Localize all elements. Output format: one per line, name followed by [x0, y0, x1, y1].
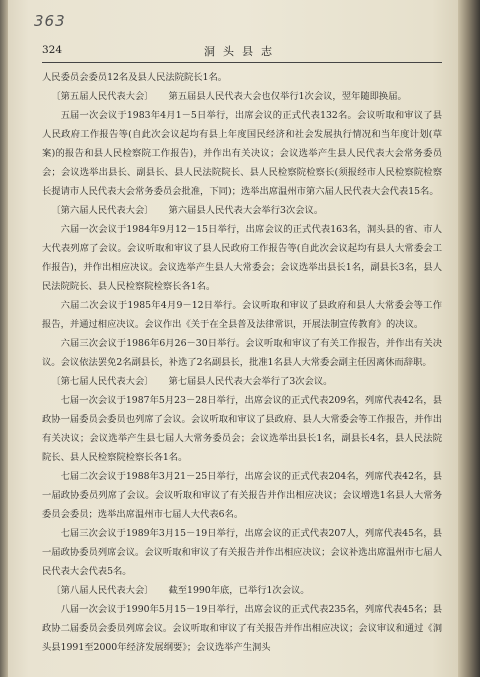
running-title: 洞头县志	[204, 45, 280, 58]
section-heading: 〔第五届人民代表大会〕	[51, 91, 154, 102]
paragraph-text: 第五届县人民代表大会也仅举行1次会议，翌年随即换届。	[168, 91, 407, 102]
paragraph-text: 人民委员会委员12名及县人民法院院长1名。	[42, 72, 228, 83]
paragraph-text: 八届一次会议于1990年5月15－19日举行，出席会议的正式代表235名，列席代表45名；县政协二届委员会委员列席会议。会议听取和审议了有关报告并作出相应决议；会议审议和通过《洞头县1991至2000年经济发展纲要》；会议选举产生洞头	[42, 604, 442, 653]
paragraph-text: 第六届县人民代表大会举行3次会议。	[168, 205, 324, 216]
paragraph-text: 六届二次会议于1985年4月9－12日举行。会议听取和审议了县政府和县人大常委会等工作报告，并通过相应决议。会议作出《关于在全县普及法律常识，开展法制宣传教育》的决议。	[42, 300, 442, 330]
section-paragraph	[42, 201, 442, 220]
section-heading: 〔第七届人民代表大会〕	[51, 376, 154, 387]
body-paragraph	[42, 220, 442, 296]
paragraph-text: 七届三次会议于1989年3月15－19日举行，出席会议的正式代表207人，列席代表45名，县一届政协委员列席会议。会议听取和审议了有关报告并作出相应决议；会议补选出席温州市七届人民代表大会代表5名。	[42, 528, 442, 577]
body-paragraph	[42, 334, 442, 372]
body-paragraph	[42, 296, 442, 334]
body-paragraph	[42, 600, 442, 657]
paragraph-text: 六届一次会议于1984年9月12－15日举行，出席会议的正式代表163名，洞头县的省、市人大代表列席了会议。会议听取和审议了县人民政府工作报告等(自此次会议起均有县人大常委会工作报告)，并作出相应决议。会议选举产生县人大常委会；会议选举出县长1名，副县长3名，县人民法院院长、县人民检察院检察长各1名。	[42, 224, 442, 292]
section-paragraph	[42, 87, 442, 106]
paragraph-text: 七届二次会议于1988年3月21－25日举行，出席会议的正式代表204名，列席代表42名，县一届政协委员列席了会议。会议听取和审议了有关报告并作出相应决议；会议增选1名县人大常务委员会委员；选举出席温州市七届人大代表6名。	[42, 471, 442, 520]
body-paragraph	[42, 524, 442, 581]
section-paragraph	[42, 372, 442, 391]
book-spine-shadow	[458, 0, 480, 677]
body-paragraph	[42, 467, 442, 524]
paragraph-text: 第七届县人民代表大会举行了3次会议。	[168, 376, 333, 387]
document-body	[42, 68, 442, 657]
page-number: 324	[42, 44, 63, 56]
section-heading: 〔第八届人民代表大会〕	[51, 585, 154, 596]
body-paragraph	[42, 68, 442, 87]
paragraph-text: 截至1990年底，已举行1次会议。	[168, 585, 310, 596]
body-paragraph	[42, 391, 442, 467]
paragraph-text: 五届一次会议于1983年4月1－5日举行，出席会议的正式代表132名。会议听取和审议了县人民政府工作报告等(自此次会议起均有县上年度国民经济和社会发展执行情况和当年度计划(草案)的报告和县人民检察院工作报告)，并作出有关决议；会议选举产生县人民代表大会常务委员会；会议选举出县长、副县长、县人民法院院长、县人民检察院检察长(须报经市人民检察院检察长提请市人民代表大会常务委员会批准，下同)；选举出席温州市第六届人民代表大会代表15名。	[42, 110, 442, 197]
section-heading: 〔第六届人民代表大会〕	[51, 205, 154, 216]
paragraph-text: 六届三次会议于1986年6月26－30日举行。会议听取和审议了有关工作报告，并作出有关决议。会议依法罢免2名副县长，补选了2名副县长，批准1名县人大常委会副主任因离休而辞职。	[42, 338, 442, 368]
page-edge-shadow-left	[0, 0, 8, 677]
page-header	[42, 42, 442, 63]
body-paragraph	[42, 106, 442, 201]
paragraph-text: 七届一次会议于1987年5月23－28日举行，出席会议的正式代表209名，列席代表42名，县政协一届委员会委员也列席了会议。会议听取和审议了县政府、县人大常委会等工作报告，并作出有关决议；会议选举产生县七届人大常务委员会；会议选举出县长1名，副县长4名，县人民法院院长、县人民检察院检察长各1名。	[42, 395, 442, 463]
handwritten-page-mark: 363	[34, 12, 66, 30]
section-paragraph	[42, 581, 442, 600]
